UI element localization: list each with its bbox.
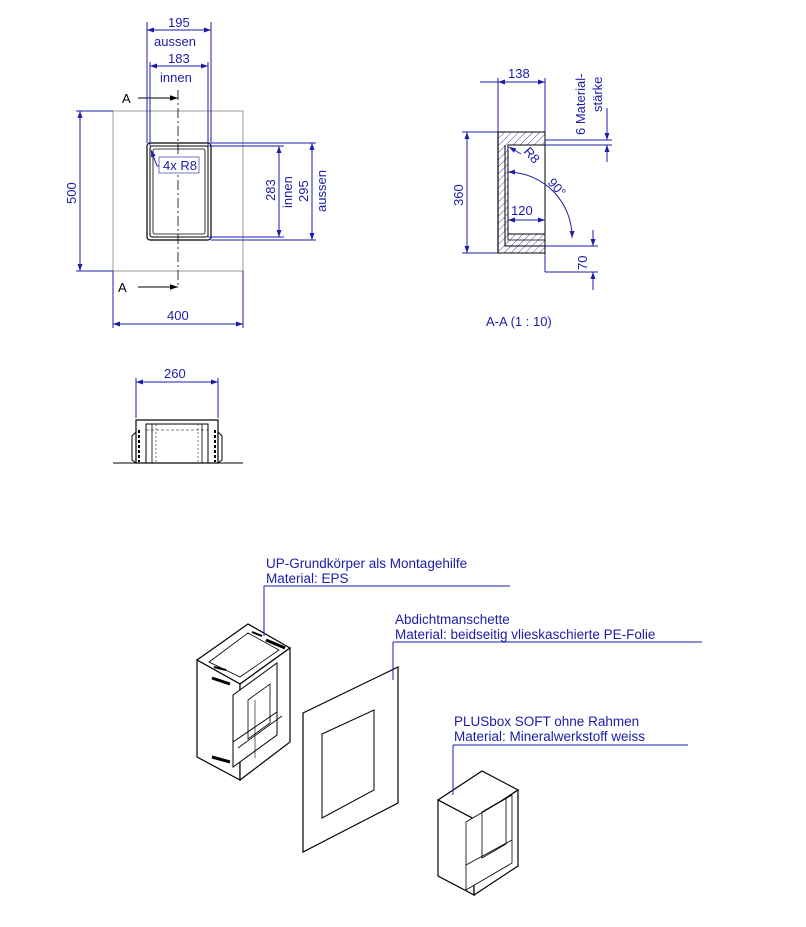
dim-section-radius: R8 bbox=[520, 143, 544, 167]
part2-material: Material: beidseitig vlieskaschierte PE-Folie bbox=[395, 627, 656, 642]
section-view bbox=[451, 66, 612, 329]
exploded-view bbox=[197, 556, 702, 895]
plusbox bbox=[438, 771, 518, 895]
dim-angle: 90° bbox=[544, 174, 570, 200]
dim-inner-height-note: innen bbox=[280, 176, 295, 208]
part1-title: UP-Grundkörper als Montagehilfe bbox=[266, 556, 468, 571]
front-view bbox=[64, 15, 329, 328]
dim-top-width: 260 bbox=[164, 366, 186, 381]
part3-title: PLUSbox SOFT ohne Rahmen bbox=[454, 714, 640, 729]
dim-outer-height: 295 bbox=[296, 180, 311, 202]
dim-depth: 138 bbox=[508, 66, 530, 81]
sealing-sleeve bbox=[303, 667, 398, 852]
top-view bbox=[113, 366, 243, 463]
dim-inner-depth: 120 bbox=[511, 203, 533, 218]
dim-inner-width: 183 bbox=[168, 51, 190, 66]
part2-title: Abdichtmanschette bbox=[395, 612, 510, 627]
dim-corner-radius: 4x R8 bbox=[163, 158, 197, 173]
dim-outer-width: 195 bbox=[168, 15, 190, 30]
dim-outer-width-note: aussen bbox=[154, 34, 196, 49]
dim-width: 400 bbox=[167, 308, 189, 323]
dim-material-line2: stärke bbox=[590, 76, 605, 112]
dim-inner-height: 283 bbox=[263, 179, 278, 201]
dim-outer-height-note: aussen bbox=[314, 170, 329, 212]
section-marker-bottom: A bbox=[118, 280, 127, 295]
dim-bottom: 70 bbox=[575, 255, 590, 270]
dim-material-line1: 6 Material- bbox=[573, 73, 588, 135]
part3-material: Material: Mineralwerkstoff weiss bbox=[454, 729, 646, 744]
dim-height: 500 bbox=[64, 182, 79, 204]
part1-material: Material: EPS bbox=[266, 571, 349, 586]
dim-section-height: 360 bbox=[451, 184, 466, 206]
eps-mounting-body bbox=[197, 624, 290, 780]
section-marker-top: A bbox=[122, 91, 131, 106]
dim-inner-width-note: innen bbox=[160, 70, 192, 85]
section-caption: A-A (1 : 10) bbox=[486, 314, 552, 329]
